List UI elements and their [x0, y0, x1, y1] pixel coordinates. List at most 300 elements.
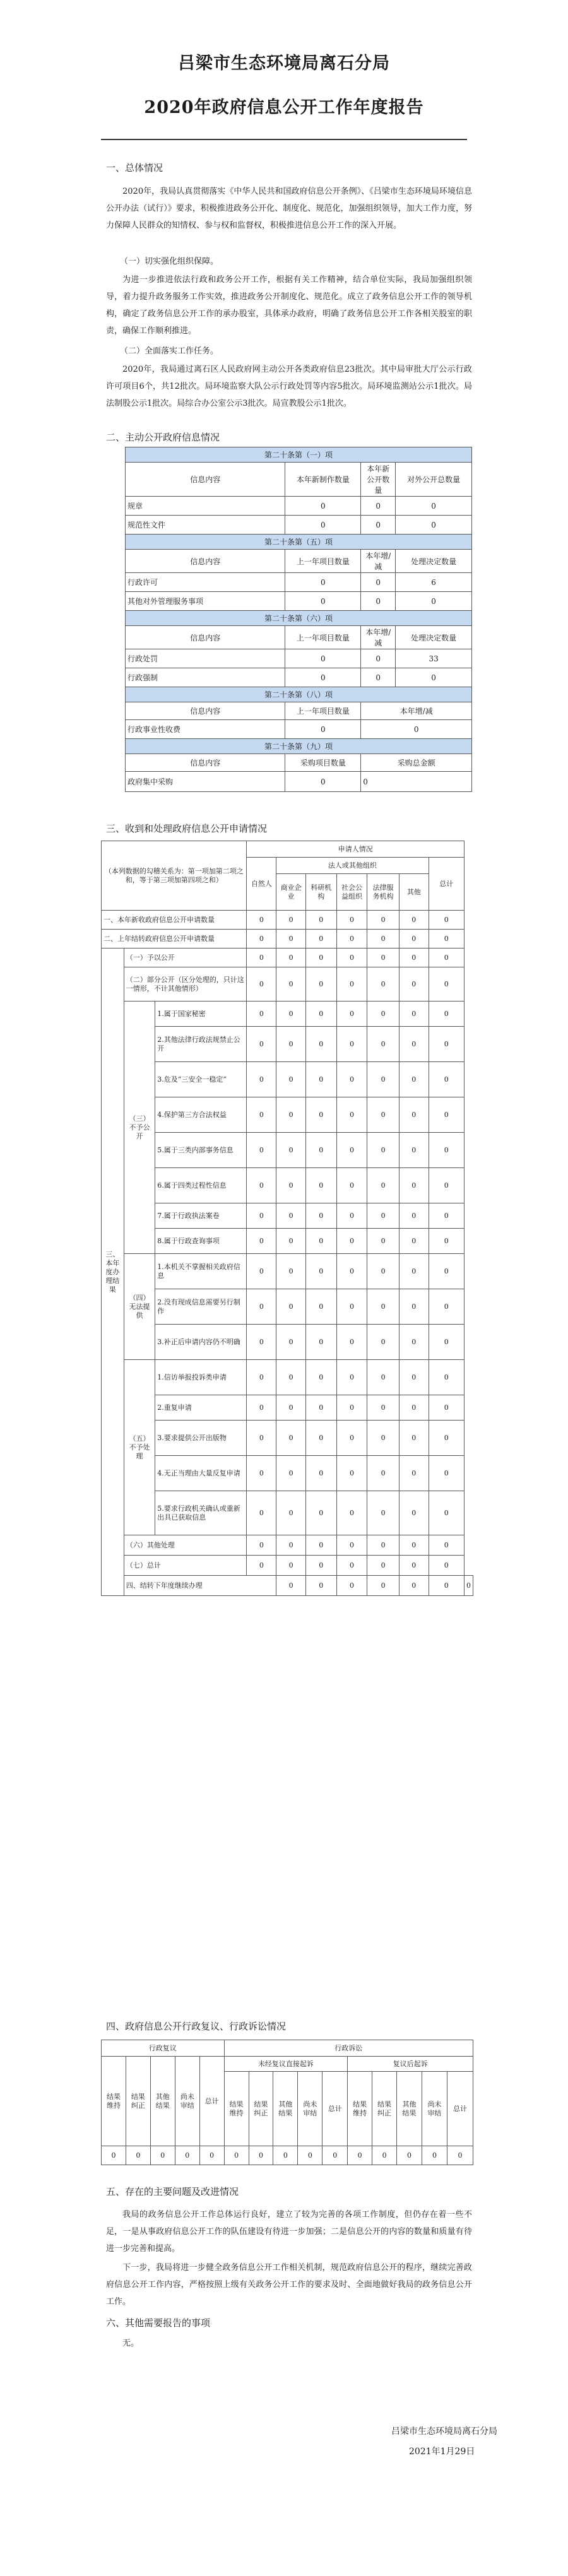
- table-cell: 6: [396, 573, 472, 592]
- table-cell: 0: [305, 967, 336, 1001]
- table-section-title: 第二十条第（六）项: [126, 611, 472, 626]
- table-cell: 0: [247, 1360, 276, 1395]
- table-section-title: 第二十条第（八）项: [126, 687, 472, 702]
- table-cell: 规章: [126, 497, 285, 516]
- table-cell: 0: [305, 1395, 336, 1421]
- table-cell: 0: [396, 497, 472, 516]
- table-header: 总计: [322, 2072, 348, 2146]
- table-cell: 0: [285, 592, 361, 611]
- table-header: 上一年项目数量: [285, 702, 361, 720]
- table-cell: 0: [336, 911, 367, 930]
- table-cell: 0: [247, 1556, 276, 1576]
- table-cell: 0: [399, 1491, 429, 1535]
- table-header: 尚未审结: [422, 2072, 447, 2146]
- table-cell: 0: [276, 1203, 306, 1229]
- table-cell: 0: [305, 911, 336, 930]
- table-header: 结果维持: [224, 2072, 249, 2146]
- row-label: （六）其他处理: [124, 1535, 247, 1556]
- table-header: 自然人: [247, 858, 276, 911]
- table-row: [102, 930, 473, 948]
- table-cell: 0: [336, 1168, 367, 1203]
- table-cell: 0: [396, 516, 472, 535]
- table-cell: 0: [367, 1133, 399, 1168]
- row-label: 8.属于行政查询事项: [155, 1229, 247, 1254]
- table-cell: 行政处罚: [126, 649, 285, 668]
- table-cell: 0: [102, 2146, 126, 2165]
- paragraph-overview: 2020年，我局认真贯彻落实《中华人民共和国政府信息公开条例》、《吕梁市生态环境局环境信息公开办法（试行）》要求，积极推进政务公开化、制度化、规范化，加强组织领导，加大工作力度，努力保障人民群众的知情权、参与权和监督权，积极推进信息公开工作的深入开展。: [106, 187, 472, 230]
- table-row: [102, 1062, 473, 1097]
- row-label: 1.信访举报投诉类申请: [155, 1360, 247, 1395]
- table-cell: 0: [336, 1360, 367, 1395]
- table-cell: 行政强制: [126, 668, 285, 687]
- table-header: 商业企业: [276, 874, 306, 911]
- table-header: 尚未审结: [175, 2057, 199, 2146]
- section-heading-1: 一、总体情况: [106, 162, 163, 174]
- table-cell: 0: [247, 1168, 276, 1203]
- table-cell: 0: [150, 2146, 175, 2165]
- row-group-label: （四）无法提供: [124, 1254, 155, 1360]
- table-header: 信息内容: [126, 463, 285, 497]
- table-cell: 0: [367, 1325, 399, 1360]
- table-cell: 0: [276, 1097, 306, 1133]
- table-cell: 0: [247, 1254, 276, 1289]
- table-cell: 0: [399, 1421, 429, 1456]
- section-heading-4: 四、政府信息公开行政复议、行政诉讼情况: [106, 2021, 287, 2032]
- table-cell: 0: [399, 1395, 429, 1421]
- paragraph-improvements: 下一步，我局将进一步健全政务信息公开工作相关机制，规范政府信息公开的程序，继续完善政府信息公开工作内容，严格按照上级有关政务公开工作的要求及时、全面地做好我局的政务信息公开工作。: [106, 2263, 472, 2307]
- table-row: [102, 1556, 473, 1576]
- table-cell: 0: [399, 1027, 429, 1062]
- table-cell: 0: [305, 930, 336, 948]
- page-title: 吕梁市生态环境局离石分局: [178, 54, 390, 73]
- table-row: [102, 967, 473, 1001]
- table-cell: 0: [247, 1325, 276, 1360]
- table-header: 上一年项目数量: [285, 626, 361, 649]
- table-cell: 0: [429, 930, 464, 948]
- table-row: [102, 1001, 473, 1027]
- table-header: 总计: [199, 2057, 224, 2146]
- table-cell: 0: [305, 1535, 336, 1556]
- table-cell: 0: [305, 1325, 336, 1360]
- table-cell: 0: [336, 1576, 367, 1596]
- paragraph-tasks: 2020年，我局通过离石区人民政府网主动公开各类政府信息23批次。其中局审批大厅公示行政许可项目6个，共12批次。局环境监察大队公示行政处罚等内容5批次。局环境监测站公示1批次。局法制股公示1批次。局综合办公室公示3批次。局宣教股公示1批次。: [106, 365, 472, 408]
- table-cell: 0: [367, 1229, 399, 1254]
- table-cell: 0: [276, 1535, 306, 1556]
- table-cell: 0: [367, 1576, 399, 1596]
- table-cell: 0: [429, 1421, 464, 1456]
- table-cell: 0: [367, 1491, 399, 1535]
- table-row: [102, 1395, 473, 1421]
- table-cell: 0: [305, 1062, 336, 1097]
- table-cell: 0: [322, 2146, 348, 2165]
- table-cell: 0: [336, 930, 367, 948]
- table-header: 其他: [399, 874, 429, 911]
- table-cell: 0: [224, 2146, 249, 2165]
- table-cell: 0: [276, 1062, 306, 1097]
- table-header: 处理决定数量: [396, 626, 472, 649]
- row-group-label: （三）不予公开: [124, 1001, 155, 1254]
- table-cell: 0: [399, 1168, 429, 1203]
- table-cell: 0: [305, 1168, 336, 1203]
- table-section-title: 第二十条第（九）项: [126, 739, 472, 754]
- table-cell: 0: [336, 1535, 367, 1556]
- table-cell: 0: [361, 649, 396, 668]
- table-header: 上一年项目数量: [285, 550, 361, 573]
- table-cell: 33: [396, 649, 472, 668]
- table-row: [102, 1203, 473, 1229]
- table-header: 结果纠正: [372, 2072, 397, 2146]
- row-label: 5.属于三类内部事务信息: [155, 1133, 247, 1168]
- table-cell: 0: [276, 1421, 306, 1456]
- table-header: 信息内容: [126, 626, 285, 649]
- table-cell: 0: [399, 1203, 429, 1229]
- table-cell: 0: [276, 1133, 306, 1168]
- table-cell: 0: [336, 1491, 367, 1535]
- table-header: 其他结果: [273, 2072, 298, 2146]
- table-cell: 0: [305, 1133, 336, 1168]
- table-row: [102, 1097, 473, 1133]
- table-row: [102, 1535, 473, 1556]
- table-cell: 0: [336, 948, 367, 967]
- table-header: 申请人情况: [247, 841, 464, 858]
- table-header: 信息内容: [126, 702, 285, 720]
- table-cell: 0: [399, 1325, 429, 1360]
- table-cell: 0: [247, 1395, 276, 1421]
- table-header: 本年增/减: [361, 702, 472, 720]
- table-cell: 0: [429, 1556, 464, 1576]
- table-cell: 0: [429, 1254, 464, 1289]
- table-cell: 0: [247, 1456, 276, 1491]
- table-cell: 政府集中采购: [126, 772, 285, 792]
- table-cell: 0: [276, 1027, 306, 1062]
- table-cell: 0: [305, 1203, 336, 1229]
- row-label: 7.属于行政执法案卷: [155, 1203, 247, 1229]
- proactive-disclosure-table: [125, 447, 472, 792]
- table-header: 本年新公开数量: [361, 463, 396, 497]
- table-cell: 0: [336, 1395, 367, 1421]
- table-cell: 0: [396, 592, 472, 611]
- table-cell: 0: [247, 1535, 276, 1556]
- row-label: 二、上年结转政府信息公开申请数量: [102, 930, 247, 948]
- table-cell: 0: [399, 1556, 429, 1576]
- table-row: [102, 1229, 473, 1254]
- table-header: 行政诉讼: [224, 2040, 473, 2057]
- table-header: 科研机构: [305, 874, 336, 911]
- table-row: [102, 1456, 473, 1491]
- table-cell: 0: [399, 967, 429, 1001]
- table-cell: 0: [247, 930, 276, 948]
- table-header: 行政复议: [102, 2040, 225, 2057]
- table-cell: 0: [367, 1289, 399, 1325]
- table-cell: 0: [336, 1133, 367, 1168]
- table-header: 本年新制作数量: [285, 463, 361, 497]
- table-cell: 0: [336, 1289, 367, 1325]
- table-cell: 0: [276, 1576, 306, 1596]
- table-cell: 0: [399, 1576, 429, 1596]
- table-cell: 0: [247, 1289, 276, 1325]
- table-cell: 0: [399, 1229, 429, 1254]
- table-cell: 0: [372, 2146, 397, 2165]
- table-cell: 0: [276, 1325, 306, 1360]
- table-row: [102, 1027, 473, 1062]
- row-label: 四、结转下年度继续办理: [124, 1576, 276, 1596]
- table-cell: 0: [247, 967, 276, 1001]
- table-cell: 0: [276, 1456, 306, 1491]
- table-row: [102, 948, 473, 967]
- table-cell: 0: [305, 1097, 336, 1133]
- signature-date: 2021年1月29日: [409, 2447, 475, 2457]
- row-label: （七）总计: [124, 1556, 247, 1576]
- table-cell: 0: [305, 1421, 336, 1456]
- table-section-title: 第二十条第（五）项: [126, 535, 472, 550]
- row-label: 2.没有现成信息需要另行制作: [155, 1289, 247, 1325]
- table-cell: 0: [247, 1421, 276, 1456]
- table-cell: 0: [175, 2146, 199, 2165]
- table-header: 信息内容: [126, 754, 285, 772]
- table-row: [102, 1133, 473, 1168]
- table-cell: 0: [399, 1456, 429, 1491]
- row-label: （一）予以公开: [124, 948, 247, 967]
- table-header: 总计: [447, 2072, 473, 2146]
- table-cell: 0: [276, 911, 306, 930]
- table-header: 未经复议直接起诉: [224, 2057, 348, 2072]
- table-cell: 0: [429, 1001, 464, 1027]
- table-cell: 0: [429, 1456, 464, 1491]
- table-cell: 0: [247, 1027, 276, 1062]
- table-cell: 0: [285, 649, 361, 668]
- table-row: [102, 1289, 473, 1325]
- table-row: [102, 1360, 473, 1395]
- subheading-2: （二）全面落实工作任务。: [120, 346, 219, 356]
- table-cell: 0: [429, 1097, 464, 1133]
- table-header: 采购总金额: [361, 754, 472, 772]
- table-cell: 0: [305, 1001, 336, 1027]
- table-cell: 0: [305, 1491, 336, 1535]
- table-cell: 0: [399, 1097, 429, 1133]
- table-cell: 0: [336, 1229, 367, 1254]
- table-cell: 0: [305, 1289, 336, 1325]
- table-cell: 0: [247, 1001, 276, 1027]
- section-heading-3: 三、收到和处理政府信息公开申请情况: [106, 823, 268, 834]
- table-cell: 0: [367, 1001, 399, 1027]
- table-header: 法人或其他组织: [276, 858, 429, 874]
- table-cell: 0: [247, 911, 276, 930]
- row-label: 3.补正后申请内容仍不明确: [155, 1325, 247, 1360]
- table-header: 处理决定数量: [396, 550, 472, 573]
- table-cell: 0: [247, 1133, 276, 1168]
- table-cell: 0: [429, 911, 464, 930]
- table-cell: 0: [367, 1027, 399, 1062]
- table-cell: 0: [429, 1062, 464, 1097]
- table-cell: 行政事业性收费: [126, 720, 285, 739]
- table-cell: 0: [298, 2146, 322, 2165]
- table-cell: 0: [361, 592, 396, 611]
- table-row: [102, 1168, 473, 1203]
- row-label: 2.重复申请: [155, 1395, 247, 1421]
- table-cell: 0: [276, 1360, 306, 1395]
- row-label: 1.本机关不掌握相关政府信息: [155, 1254, 247, 1289]
- table-cell: 0: [336, 1062, 367, 1097]
- table-cell: 0: [247, 1097, 276, 1133]
- table-cell: 0: [429, 1395, 464, 1421]
- row-label: 一、本年新收政府信息公开申请数量: [102, 911, 247, 930]
- table-cell: 0: [247, 1062, 276, 1097]
- table-cell: 0: [305, 1254, 336, 1289]
- paragraph-issues: 我局的政务信息公开工作总体运行良好，建立了较为完善的各项工作制度，但仍存在着一些不足，一是从事政府信息公开工作的队伍建设有待进一步加强；二是信息公开的内容的数量和质量有待进一步完善和提高。: [106, 2210, 472, 2254]
- table-cell: 0: [276, 948, 306, 967]
- table-cell: 行政许可: [126, 573, 285, 592]
- table-cell: 0: [367, 1203, 399, 1229]
- table-cell: 0: [276, 1491, 306, 1535]
- table-cell: 0: [276, 1168, 306, 1203]
- paragraph-org: 为进一步推进依法行政和政务公开工作，根据有关工作精神，结合单位实际，我局加强组织领导，着力提升政务服务工作实效，推进政务公开制度化、规范化。成立了政务信息公开工作的领导机构，确定了政务信息公开工作的承办股室，具体承办政府，明确了政务信息公开工作各相关股室的职责，确保工作顺利推进。: [106, 275, 472, 336]
- table-cell: 0: [367, 1097, 399, 1133]
- table-cell: 规范性文件: [126, 516, 285, 535]
- table-header: 结果维持: [348, 2072, 372, 2146]
- table-cell: 0: [429, 1133, 464, 1168]
- table-cell: 0: [367, 948, 399, 967]
- table-cell: 0: [429, 1576, 464, 1596]
- table-cell: 0: [305, 1456, 336, 1491]
- table-cell: 0: [429, 1491, 464, 1535]
- table-header: 总计: [429, 858, 464, 911]
- table-cell: 0: [361, 668, 396, 687]
- table-header: 尚未审结: [298, 2072, 322, 2146]
- row-label: 2.其他法律行政法规禁止公开: [155, 1027, 247, 1062]
- table-cell: 0: [367, 1556, 399, 1576]
- table-cell: 0: [276, 1229, 306, 1254]
- table-header: 采购项目数量: [285, 754, 361, 772]
- table-cell: 0: [367, 1360, 399, 1395]
- table-cell: 0: [336, 967, 367, 1001]
- table-cell: 0: [464, 1576, 473, 1596]
- table-cell: 0: [247, 948, 276, 967]
- table-header: 对外公开总数量: [396, 463, 472, 497]
- application-table: [101, 841, 473, 1596]
- table-cell: 0: [361, 573, 396, 592]
- paragraph-other: 无。: [122, 2339, 139, 2348]
- subheading-1: （一）切实强化组织保障。: [120, 257, 219, 266]
- table-header: 其他结果: [397, 2072, 422, 2146]
- table-cell: 0: [336, 1097, 367, 1133]
- table-cell: 0: [429, 1229, 464, 1254]
- table-row: [102, 1325, 473, 1360]
- table-cell: 0: [399, 948, 429, 967]
- table-cell: 0: [361, 772, 472, 792]
- table-cell: 0: [367, 967, 399, 1001]
- table-cell: 0: [285, 668, 361, 687]
- table-cell: 0: [126, 2146, 150, 2165]
- table-cell: 0: [367, 1456, 399, 1491]
- table-row: [102, 2146, 473, 2165]
- table-cell: 0: [285, 720, 361, 739]
- table-corner-note: （本列数据的勾稽关系为：第一项加第二项之和，等于第三项加第四项之和）: [102, 841, 247, 911]
- table-cell: 0: [361, 497, 396, 516]
- table-cell: 0: [336, 1325, 367, 1360]
- table-cell: 0: [399, 1535, 429, 1556]
- table-cell: 0: [399, 930, 429, 948]
- table-cell: 0: [276, 930, 306, 948]
- row-group-label: （五）不予处理: [124, 1360, 155, 1535]
- table-cell: 0: [367, 930, 399, 948]
- table-cell: 0: [336, 1421, 367, 1456]
- table-cell: 0: [285, 772, 361, 792]
- table-cell: 0: [429, 1289, 464, 1325]
- table-cell: 0: [285, 573, 361, 592]
- table-cell: 0: [429, 1203, 464, 1229]
- table-header: 社会公益组织: [336, 874, 367, 911]
- table-cell: 0: [447, 2146, 473, 2165]
- table-cell: 0: [247, 1491, 276, 1535]
- table-row: [102, 911, 473, 930]
- table-cell: 0: [397, 2146, 422, 2165]
- table-cell: 0: [305, 1027, 336, 1062]
- table-cell: 0: [276, 1254, 306, 1289]
- table-cell: 0: [399, 911, 429, 930]
- table-cell: 0: [422, 2146, 447, 2165]
- table-header: 结果纠正: [126, 2057, 150, 2146]
- table-header: 结果维持: [102, 2057, 126, 2146]
- group-label: 三、本年度办理结果: [102, 948, 124, 1596]
- row-label: 3.要求提供公开出版物: [155, 1421, 247, 1456]
- table-cell: 0: [429, 1325, 464, 1360]
- table-cell: 0: [336, 1456, 367, 1491]
- table-row: [102, 1576, 473, 1596]
- table-cell: 0: [429, 967, 464, 1001]
- table-cell: 0: [396, 668, 472, 687]
- table-cell: 0: [336, 1027, 367, 1062]
- row-label: 5.要求行政机关确认或重新出具已获取信息: [155, 1491, 247, 1535]
- table-cell: 0: [276, 1395, 306, 1421]
- table-cell: 0: [273, 2146, 298, 2165]
- row-label: 4.无正当理由大量反复申请: [155, 1456, 247, 1491]
- table-cell: 0: [399, 1001, 429, 1027]
- review-lawsuit-table: [101, 2040, 473, 2165]
- table-cell: 0: [367, 1395, 399, 1421]
- title-divider: [101, 139, 467, 140]
- table-cell: 0: [367, 1421, 399, 1456]
- table-cell: 其他对外管理服务事项: [126, 592, 285, 611]
- table-cell: 0: [249, 2146, 273, 2165]
- table-cell: 0: [336, 1203, 367, 1229]
- row-label: （二）部分公开（区分处理的，只计这一情形，不计其他情形）: [124, 967, 247, 1001]
- table-row: [102, 1254, 473, 1289]
- table-cell: 0: [305, 1576, 336, 1596]
- section-heading-2: 二、主动公开政府信息情况: [106, 432, 220, 443]
- table-header: 信息内容: [126, 550, 285, 573]
- table-header: 其他结果: [150, 2057, 175, 2146]
- table-cell: 0: [305, 1229, 336, 1254]
- table-cell: 0: [361, 516, 396, 535]
- table-cell: 0: [348, 2146, 372, 2165]
- table-header: 法律服务机构: [367, 874, 399, 911]
- table-cell: 0: [429, 1360, 464, 1395]
- table-cell: 0: [367, 1535, 399, 1556]
- table-cell: 0: [429, 1027, 464, 1062]
- table-cell: 0: [305, 948, 336, 967]
- table-cell: 0: [276, 1556, 306, 1576]
- table-cell: 0: [285, 497, 361, 516]
- row-label: 4.保护第三方合法权益: [155, 1097, 247, 1133]
- table-cell: 0: [305, 1360, 336, 1395]
- table-cell: 0: [367, 911, 399, 930]
- table-cell: 0: [199, 2146, 224, 2165]
- table-cell: 0: [276, 1289, 306, 1325]
- table-header: 复议后起诉: [348, 2057, 473, 2072]
- table-cell: 0: [276, 967, 306, 1001]
- row-label: 6.属于四类过程性信息: [155, 1168, 247, 1203]
- table-cell: 0: [399, 1062, 429, 1097]
